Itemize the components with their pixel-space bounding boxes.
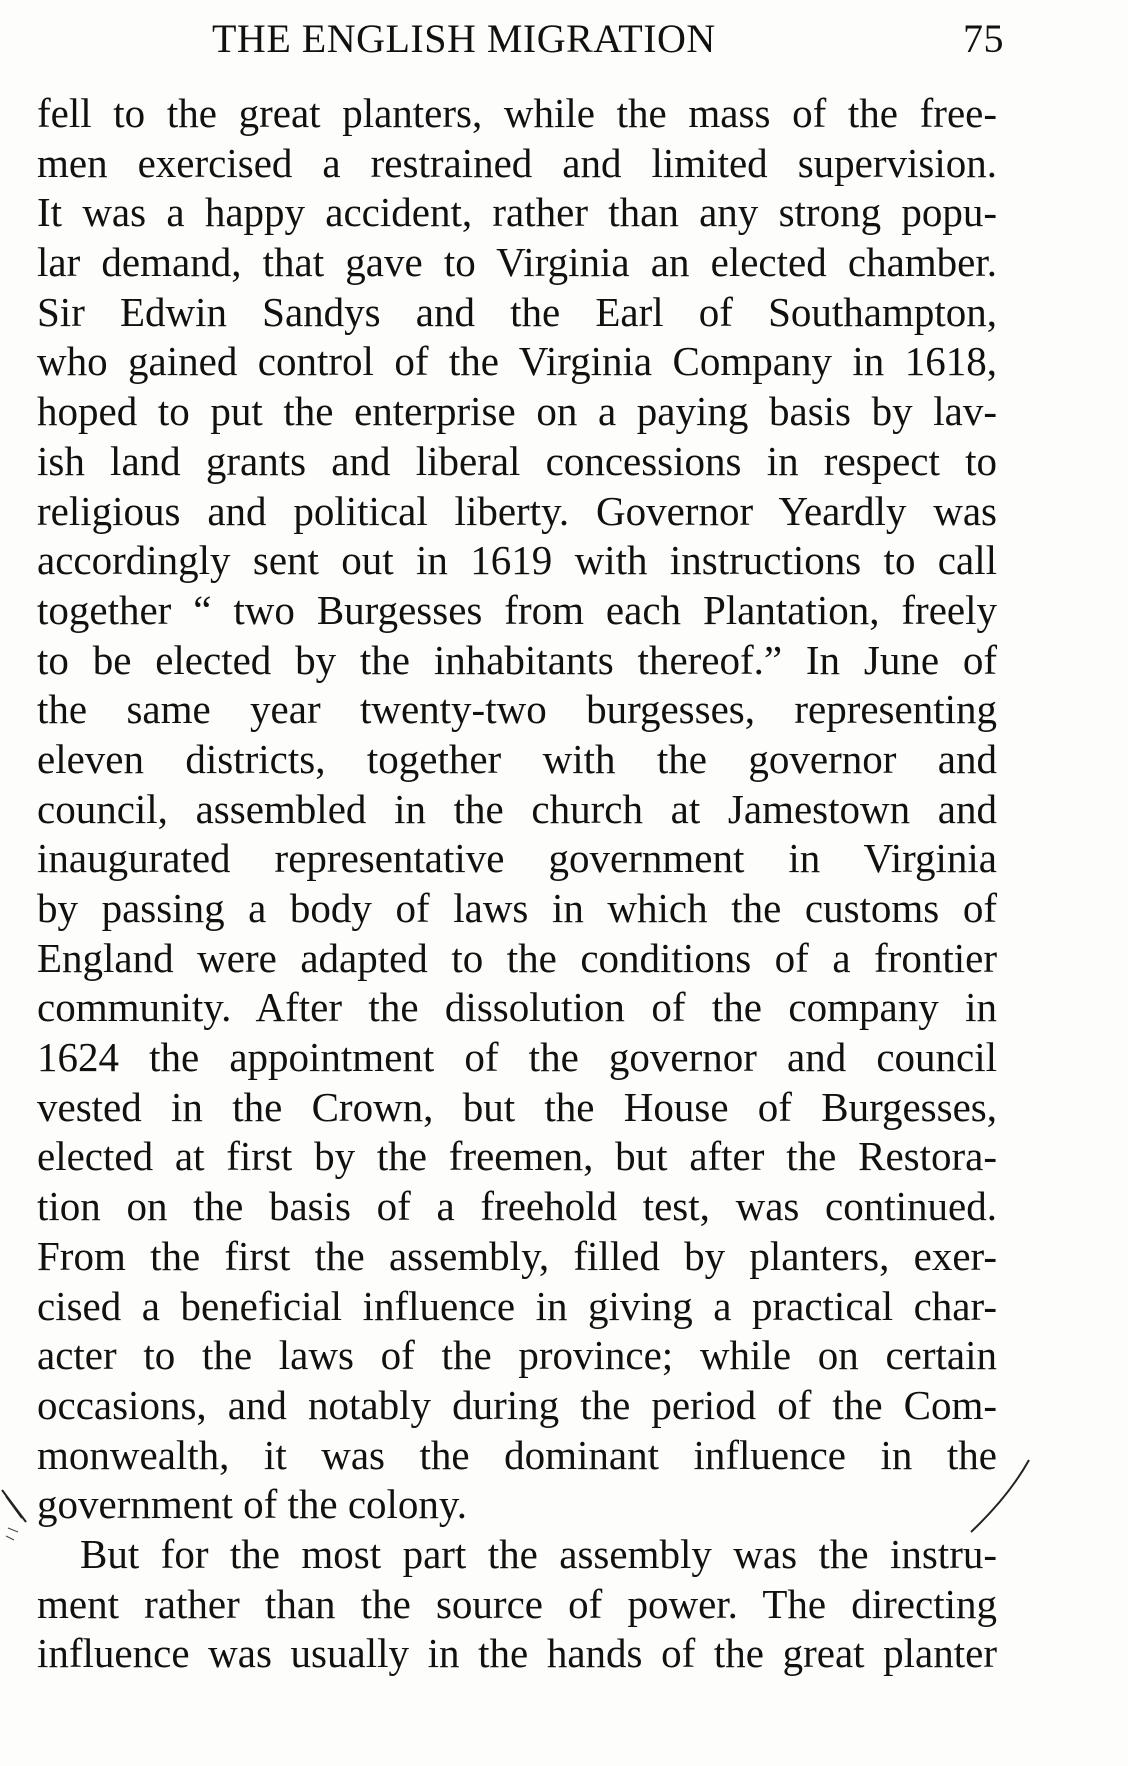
text-line: elected at first by the freemen, but after the Restora- xyxy=(37,1133,997,1180)
text-line: ish land grants and liberal concessions in respect to xyxy=(37,437,997,484)
text-line: men exercised a restrained and limited supervision. xyxy=(37,139,997,186)
text-line: 1624 the appointment of the governor and council xyxy=(37,1034,997,1081)
text-line: inaugurated representative government in Virginia xyxy=(37,835,997,882)
text-line: cised a beneficial influence in giving a practical char- xyxy=(37,1282,997,1329)
text-line: council, assembled in the church at Jamestown and xyxy=(37,785,997,832)
text-line: accordingly sent out in 1619 with instructions to call xyxy=(37,537,997,584)
text-line: the same year twenty-two burgesses, representing xyxy=(37,686,997,733)
text-line: hoped to put the enterprise on a paying basis by lav- xyxy=(37,388,997,435)
text-line: who gained control of the Virginia Company in 1618, xyxy=(37,338,997,385)
running-head xyxy=(212,14,1004,64)
text-line: monwealth, it was the dominant influence in the xyxy=(37,1431,997,1478)
text-line: acter to the laws of the province; while on certain xyxy=(37,1332,997,1379)
text-line: religious and political liberty. Governor Yeardly was xyxy=(37,487,997,534)
text-line: community. After the dissolution of the company in xyxy=(37,984,997,1031)
paragraph-start-line: But for the most part the assembly was the instru- xyxy=(80,1530,997,1577)
body-text xyxy=(37,89,997,1679)
text-line: It was a happy accident, rather than any strong popu- xyxy=(37,189,997,236)
text-line: influence was usually in the hands of the great planter xyxy=(37,1630,997,1677)
paragraph-end-line: government of the colony. xyxy=(37,1481,467,1528)
margin-pencil-mark-left xyxy=(0,1488,34,1548)
text-line: to be elected by the inhabitants thereof.” In June of xyxy=(37,636,997,683)
text-line: ment rather than the source of power. The directing xyxy=(37,1580,997,1627)
text-line: by passing a body of laws in which the customs of xyxy=(37,885,997,931)
text-line: lar demand, that gave to Virginia an elected chamber. xyxy=(37,239,997,286)
text-line: together “ two Burgesses from each Plantation, freely xyxy=(37,586,997,633)
text-line: vested in the Crown, but the House of Burgesses, xyxy=(37,1083,997,1130)
text-line: England were adapted to the conditions of a frontier xyxy=(37,934,997,981)
text-line: Sir Edwin Sandys and the Earl of Southampton, xyxy=(37,288,997,335)
text-line: From the first the assembly, filled by planters, exer- xyxy=(37,1232,997,1279)
text-line: eleven districts, together with the governor and xyxy=(37,735,997,782)
running-head-title: THE ENGLISH MIGRATION xyxy=(212,16,716,61)
page-number: 75 xyxy=(963,16,1004,61)
text-line: fell to the great planters, while the mass of the free- xyxy=(37,90,997,136)
text-line: tion on the basis of a freehold test, was continued. xyxy=(37,1183,997,1230)
text-line: occasions, and notably during the period of the Com- xyxy=(37,1381,997,1428)
